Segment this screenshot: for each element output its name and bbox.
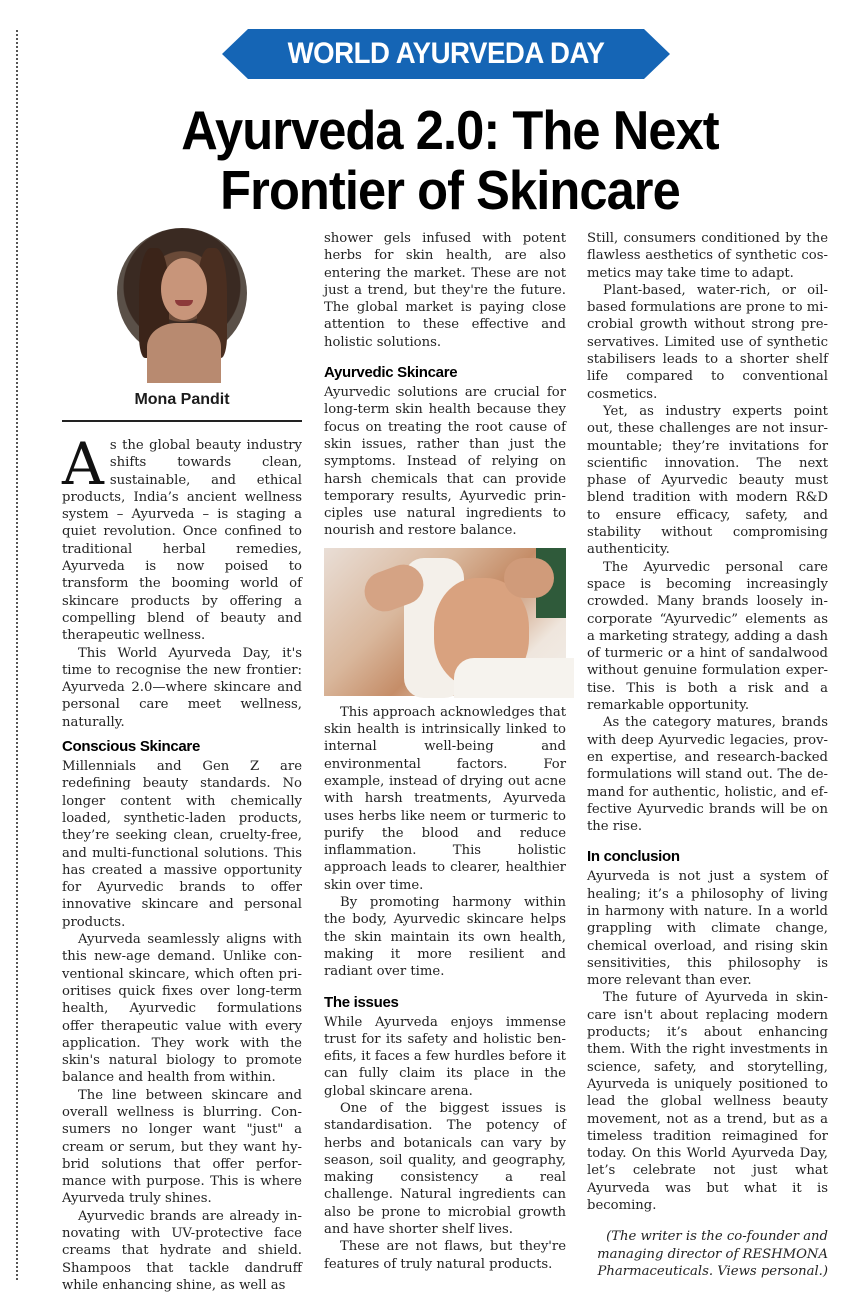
author-name: Mona Pandit	[134, 391, 230, 408]
facial-treatment-photo	[324, 548, 566, 696]
subheading-conscious-skincare: Conscious Skincare	[62, 738, 200, 756]
lead-paragraph	[62, 430, 302, 645]
subheading-in-conclusion: In conclusion	[587, 848, 680, 866]
section-banner	[222, 29, 670, 79]
paragraph: Ayurvedic solutions are crucial for long-term skin health because they focus on treating the root cause of skin issues, rather than just the symptoms. Instead of relying on harsh chemicals that can provide temporary results, Ayurvedic principles use natural ingredients to nourish and restore balance.	[324, 385, 566, 539]
article-column-2	[324, 230, 566, 1273]
author-credit-note: (The writer is the co-founder and managing director of RESHMONA Pharmaceuticals. Views personal.)	[597, 1229, 828, 1279]
byline	[62, 228, 302, 422]
drop-cap: A	[62, 430, 104, 498]
paragraph: One of the biggest issues is standardisation. The potency of herbs and botanicals can vary by season, soil quality, and geography, making consistency a real challenge. Natural ingredients can also be prone to microbial growth and have shorter shelf lives.	[324, 1100, 566, 1238]
column-divider-dotted	[16, 30, 18, 1280]
paragraph: Ayurvedic brands are already innovating with UV-protective face creams that hydrate and shield. Shampoos that tackle dandruff while enhancing shine, as well as	[62, 1208, 302, 1293]
paragraph: Plant-based, water-rich, or oil-based formulations are prone to microbial growth without strong preservatives. Limited use of synthetic stabilisers leads to a shorter shelf life compared to conventional cosmetics.	[587, 282, 828, 402]
article-headline	[60, 100, 840, 220]
paragraph: The Ayurvedic personal care space is becoming increasingly crowded. Many brands loosely incorporate “Ayurvedic” elements as a marketing strategy, adding a dash of turmeric or a hint of sandalwood without genuine formulation expertise. This is both a risk and a remarkable opportunity.	[587, 559, 828, 714]
paragraph: As the category matures, brands with deep Ayurvedic legacies, proven expertise, and research-backed formulations will stand out. The demand for authentic, holistic, and effective Ayurvedic brands will be on the rise.	[587, 715, 828, 835]
byline-divider	[62, 420, 302, 422]
paragraph: These are not flaws, but they're features of truly natural products.	[324, 1239, 566, 1272]
subheading-ayurvedic-skincare: Ayurvedic Skincare	[324, 364, 458, 382]
paragraph: Yet, as industry experts point out, these challenges are not insurmountable; they’re invitations for scientific innovation. The next phase of Ayurvedic beauty must blend tradition with modern R&D to ensure efficacy, safety, and stability without compromising authenticity.	[587, 403, 828, 558]
paragraph: Ayurveda is not just a system of healing; it’s a philosophy of living in harmony with nature. In a world grappling with climate change, chemical overload, and rising skin sensitivities, this philosophy is more relevant than ever.	[587, 869, 828, 989]
banner-label: WORLD AYURVEDA DAY	[287, 37, 605, 70]
article-column-1	[62, 430, 302, 1294]
article-column-3	[587, 230, 828, 1280]
paragraph: The future of Ayurveda in skincare isn't about replacing modern products; it’s about enhancing them. With the right investments in science, safety, and storytelling, Ayurveda is uniquely positioned to lead the global wellness beauty movement, not as a trend, but as a timeless tradition reimagined for today. On this World Ayurveda Day, let’s celebrate not just what Ayurveda was but what it is becoming.	[587, 990, 828, 1214]
paragraph: This World Ayurveda Day, it's time to recognise the new frontier: Ayurveda 2.0—where skincare and personal care meet wellness, naturally.	[62, 645, 302, 730]
paragraph: The line between skincare and overall wellness is blurring. Consumers no longer want "just" a cream or serum, but they want hybrid solutions that offer performance with purpose. This is where Ayurveda truly shines.	[62, 1087, 302, 1207]
lead-text: s the global beauty industry shifts towards clean, sustainable, and ethical products, India’s ancient wellness system – Ayurveda – is staging a quiet revolution. Once confined to traditional herbal remedies, Ayurveda is now poised to transform the booming world of skincare products by offering a compelling blend of beauty and therapeutic wellness.	[62, 438, 302, 644]
headline-line-2: Frontier of Skincare	[220, 159, 680, 221]
paragraph: By promoting harmony within the body, Ayurvedic skincare helps the skin maintain its own health, making it more resilient and radiant over time.	[324, 895, 566, 980]
paragraph: Ayurveda seamlessly aligns with this new-age demand. Unlike conventional skincare, which often prioritises quick fixes over long-term health, Ayurvedic formulations offer therapeutic value with every application. They work with the skin's natural biology to promote balance and health from within.	[62, 932, 302, 1086]
paragraph: While Ayurveda enjoys immense trust for its safety and holistic benefits, it faces a few hurdles before it can fully claim its place in the global skincare arena.	[324, 1014, 566, 1099]
paragraph: This approach acknowledges that skin health is intrinsically linked to internal well-being and environmental factors. For example, instead of drying out acne with harsh treatments, Ayurveda uses herbs like neem or turmeric to purify the blood and reduce inflammation. This holistic approach leads to clearer, healthier skin over time.	[324, 704, 566, 893]
author-avatar	[117, 228, 247, 358]
subheading-the-issues: The issues	[324, 993, 399, 1011]
paragraph: Millennials and Gen Z are redefining beauty standards. No longer content with chemically loaded, synthetic-laden products, they’re seeking clean, cruelty-free, and multi-functional solutions. This has created a massive opportunity for Ayurvedic brands to offer innovative skincare and personal products.	[62, 759, 302, 930]
paragraph: Still, consumers conditioned by the flawless aesthetics of synthetic cosmetics may take time to adapt.	[587, 231, 828, 281]
paragraph: shower gels infused with potent herbs for skin health, are also entering the market. These are not just a trend, but they're the future. The global market is paying close attention to these effective and holistic solutions.	[324, 231, 566, 350]
headline-line-1: Ayurveda 2.0: The Next	[181, 99, 719, 161]
